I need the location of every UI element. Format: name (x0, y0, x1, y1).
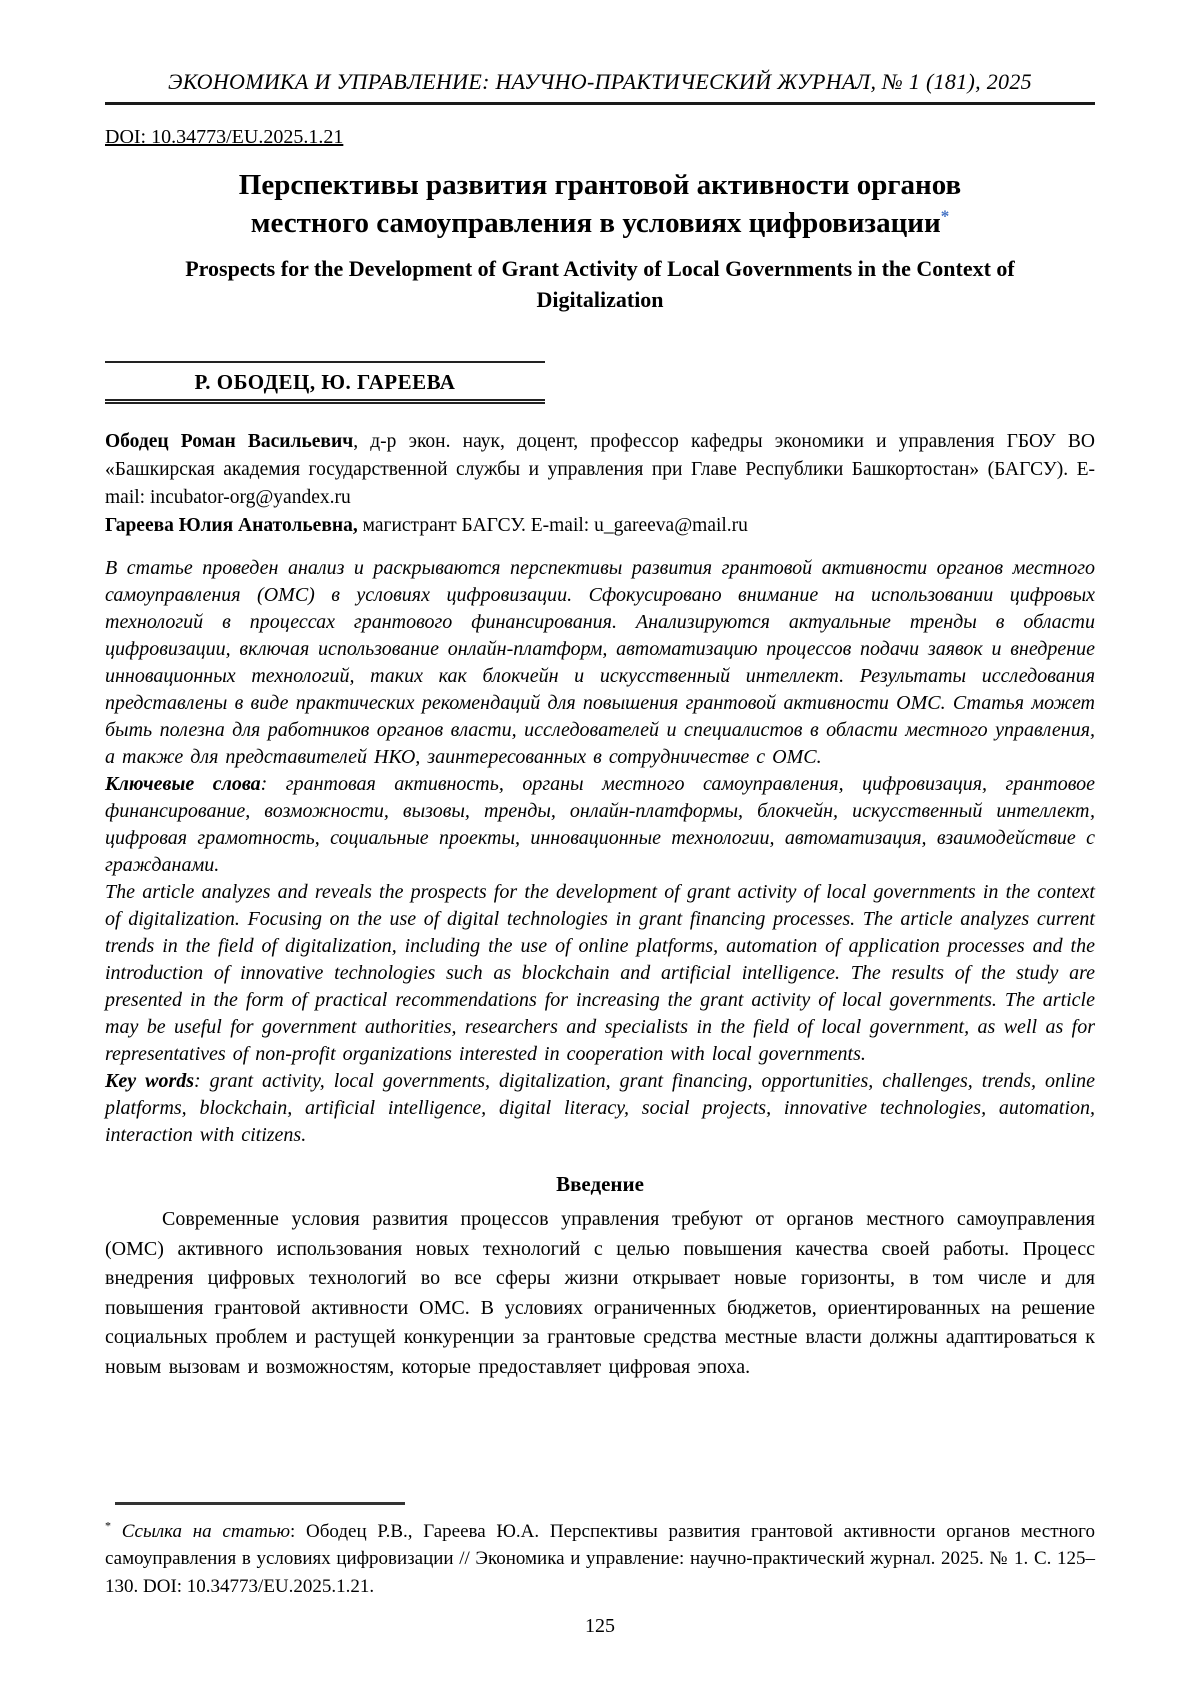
footnote-ref-asterisk: * (940, 206, 950, 226)
keywords-en (105, 1068, 1095, 1149)
author-info-item (105, 512, 1095, 540)
doi-link[interactable]: DOI: 10.34773/EU.2025.1.21 (105, 126, 344, 148)
whitespace-spacer (105, 1382, 1095, 1502)
journal-running-header: ЭКОНОМИКА И УПРАВЛЕНИЕ: НАУЧНО-ПРАКТИЧЕСКИЙ ЖУРНАЛ, № 1 (181), 2025 (168, 69, 1032, 94)
article-title-ru-line2: местного самоуправления в условиях цифровизации* (250, 206, 950, 239)
article-title-ru (105, 166, 1095, 242)
abstract-en: The article analyzes and reveals the prospects for the development of grant activity of local governments in the context of digitalization. Focusing on the use of digital technologies in grant financing processes. The article analyzes current trends in the field of digitalization, including the use of online platforms, automation of application processes and the introduction of innovative technologies such as blockchain and artificial intelligence. The results of the study are presented in the form of practical recommendations for increasing the grant activity of local governments. The article may be useful for government authorities, researchers and specialists in the field of local government, as well as for representatives of non-profit organizations interested in cooperation with local governments. (105, 881, 1095, 1065)
abstracts-block (105, 555, 1095, 1149)
authors-banner: Р. ОБОДЕЦ, Ю. ГАРЕЕВА (105, 361, 545, 404)
article-title-en: Prospects for the Development of Grant Activity of Local Governments in the Context of Digitalization (185, 256, 1015, 312)
footnote-text: : Ободец Р.В., Гареева Ю.А. Перспективы развития грантовой активности органов местного самоуправления в условиях цифровизации // Экономика и управление: научно-практический журнал. 2025. № 1. С. 125–130. DOI: 10.34773/EU.2025.1.21. (105, 1520, 1095, 1597)
footnote-separator (115, 1502, 405, 1505)
author-name: Гареева Юлия Анатольевна, (105, 515, 358, 536)
authors-info-block (105, 428, 1095, 540)
header-divider (105, 102, 1095, 105)
keywords-ru-label: Ключевые слова (105, 773, 261, 795)
section-heading-introduction: Введение (556, 1172, 644, 1196)
author-name: Ободец Роман Васильевич (105, 431, 354, 452)
keywords-ru (105, 771, 1095, 879)
doi-row (105, 126, 1095, 149)
footnote-marker: * (105, 1518, 111, 1533)
footnote-lead: Ссылка на статью (121, 1520, 291, 1542)
author-details: магистрант БАГСУ. E-mail: u_gareeva@mail.ru (357, 515, 748, 536)
author-details: , д-р экон. наук, доцент, профессор кафедры экономики и управления ГБОУ ВО «Башкирская академия государственной службы и управления при Главе Республики Башкортостан» (БАГСУ). E-mail: incubator-org@yandex.ru (105, 431, 1095, 508)
keywords-en-text: : grant activity, local governments, digitalization, grant financing, opportunities, challenges, trends, online platforms, blockchain, artificial intelligence, digital literacy, social projects, innovative technologies, automation, interaction with citizens. (105, 1070, 1096, 1146)
author-info-item (105, 428, 1095, 512)
keywords-en-label: Key words (105, 1070, 195, 1092)
introduction-paragraph: Современные условия развития процессов управления требуют от органов местного самоуправления (ОМС) активного использования новых технологий с целью повышения качества своей работы. Процесс внедрения цифровых технологий во все сферы жизни открывает новые горизонты, в том числе и для повышения грантовой активности ОМС. В условиях ограниченных бюджетов, ориентированных на решение социальных проблем и растущей конкуренции за грантовые средства местные власти должны адаптироваться к новым вызовам и возможностям, которые предоставляет цифровая эпоха. (105, 1208, 1095, 1378)
article-title-ru-line1: Перспективы развития грантовой активности органов (238, 169, 962, 201)
abstract-ru: В статье проведен анализ и раскрываются перспективы развития грантовой активности органов местного самоуправления (ОМС) в условиях цифровизации. Сфокусировано внимание на использовании цифровых технологий в процессах грантового финансирования. Анализируются актуальные тренды в области цифровизации, включая использование онлайн-платформ, автоматизацию процессов подачи заявок и внедрение инновационных технологий, таких как блокчейн и искусственный интеллект. Результаты исследования представлены в виде практических рекомендаций для повышения грантовой активности ОМС. Статья может быть полезна для работников органов власти, исследователей и специалистов в области местного управления, а также для представителей НКО, заинтересованных в сотрудничестве с ОМС. (105, 557, 1095, 768)
keywords-ru-text: : грантовая активность, органы местного самоуправления, цифровизация, грантовое финансирование, возможности, вызовы, тренды, онлайн-платформы, блокчейн, искусственный интеллект, цифровая грамотность, социальные проекты, инновационные технологии, автоматизация, взаимодействие с гражданами. (105, 773, 1095, 876)
footnote-citation (105, 1518, 1095, 1601)
page-number: 125 (585, 1615, 615, 1637)
